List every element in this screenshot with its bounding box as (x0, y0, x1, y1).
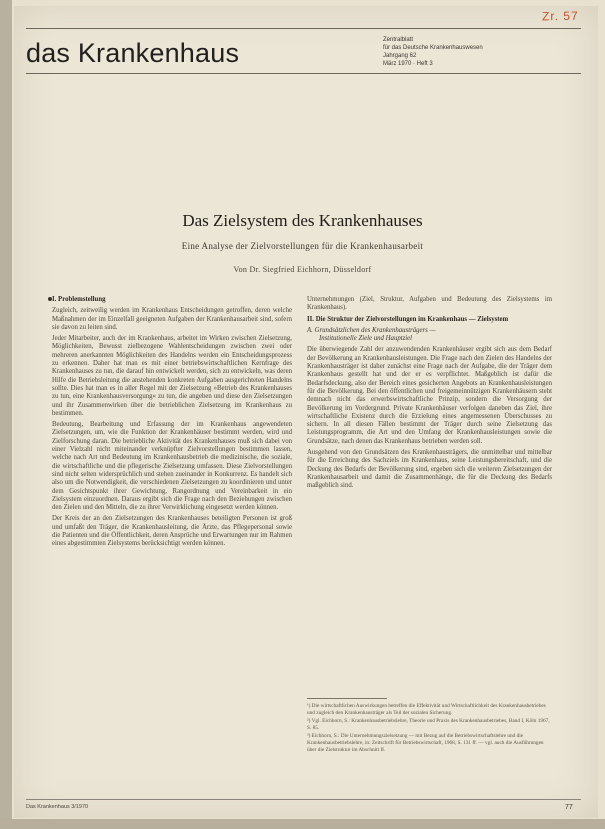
left-column (52, 296, 292, 552)
paragraph: Unternehmungen (Ziel, Struktur, Aufgaben und Bedeutung des Zielsystems im Krankenhaus). (307, 296, 552, 312)
footer-citation: Das Krankenhaus 3/1970 (26, 804, 89, 810)
subsection-heading: A. Grundsätzlichen des Krankenhausträgers — (307, 326, 436, 334)
journal-info (383, 36, 483, 68)
footnote-rule (307, 698, 387, 699)
paragraph: Bedeutung, Bearbeitung und Erfassung der im Krankenhaus angewendeten Zielsetzungen, um, wie die Funktion der Krankenhäuser bestimmt werden, wird und Zielforschung daran. Die betriebliche Aktivität des Krankenhauses muß sich dabei von einer Vielzahl nicht miteinander verknüpfter Zielvorstellungen bestimmen lassen, welche nach Art und Bedeutung im Krankenhausbetrieb die medizinische, die soziale, die wirtschaftliche und die pflegerische Zielsetzung umfassen. Diese Zielvorstellungen sind nicht selten widersprüchlich und stehen zueinander in Konkurrenz. Es handelt sich also um die Notwendigkeit, die verschiedenen Zielsetzungen zu koordinieren und unter dem Gesichtspunkt ihrer Gewichtung, Rangordnung und Vereinbarkeit in ein Zielsystem einzuordnen. Daraus ergibt sich die Frage nach den Beziehungen zwischen den Zielen und den Mitteln, die zu ihrer Verwirklichung eingesetzt werden können. (52, 421, 292, 512)
paragraph: Zugleich, zeitweilig werden im Krankenhaus Entscheidungen getroffen, deren welche Maßnahmen der im Einzelfall geeigneten Aufgaben der Krankenhausarbeit sind, sofern sie davon zu leiten sind. (52, 307, 292, 331)
paragraph: Jeder Mitarbeiter, auch der im Krankenhaus, arbeitet im Wirken zwischen Zielsetzung, Möglichkeiten, Bewusst zielbezogene Wahlentscheidungen zwischen zwei oder mehreren anerkannten Möglichkeiten des Handelns werden ein Entscheidungsprozess zu erkennen. Daher hat man es mit einer betriebswirtschaftlichen Kernfrage des Krankenhauses zu tun, die darauf hin entwickelt werden, sich zu entwickeln, was deren Hilfe die Betriebsleitung die anstehenden konkreten Aufgaben ausgerichteten Handelns sollte. Dies hat man es in aller Regel mit der Zielsetzung »Betrieb des Krankenhauses zu tun, eine Krankenhausversorgung« zu tun, die angeben und diese den Zielsetzungen und ihr Zusammenwirken über die betrieblichen Zielsetzung im Krankenhaus zu bestimmen. (52, 335, 292, 417)
paragraph: Die überwiegende Zahl der anzuwendenden Krankenhäuser ergibt sich aus dem Bedarf der Bevölkerung an Krankenhausleistungen. Die Frage nach den Zielen des Handelns der Krankenhausträger ist daher zunächst eine Frage nach der Aufgabe, die der Träger dem Krankenhaus gestellt hat und der er es verpflichtet. Maßgeblich ist dafür die Bedarfsdeckung, also der Bereich eines gesicherten Angebots an Krankenhausleistungen für die Bevölkerung. Bei den öffentlichen und freigemeinnützigen Krankenhäusern steht demnach nicht das erwerbswirtschaftliche Prinzip, sondern die Versorgung der Bevölkerung im Vordergrund. Private Krankenhäuser verfolgen daneben das Ziel, ihre wirtschaftliche Existenz durch die Erzielung eines angemessenen Überschusses zu sichern. In all diesen Fällen bestimmt der Träger durch seine Zielsetzung das Leistungsprogramm, die Art und den Umfang der Krankenhausleistungen sowie die Grundsätze, nach denen das Krankenhaus betrieben werden soll. (307, 346, 552, 445)
footnote: ²) Vgl. Eichhorn, S.: Krankenhausbetriebslehre, Theorie und Praxis des Krankenhausbetriebes, Band I, Köln 1967, S. 85. (307, 718, 550, 731)
journal-info-line: Zentralblatt (383, 37, 414, 43)
journal-masthead: das Krankenhaus (26, 38, 240, 68)
section-heading: I. Problemstellung (52, 296, 106, 303)
section-heading: II. Die Struktur der Zielvorstellungen im Krankenhaus — Zielsystem (307, 315, 509, 323)
right-column (307, 296, 552, 494)
footnotes (307, 703, 552, 755)
paragraph: Ausgehend von den Grundsätzen des Krankenhausträgers, die unmittelbar und mittelbar für die Erreichung des Sachziels im Krankenhaus, seine Leistungsbereitschaft, und die Deckung des Bedarfs der Bevölkerung sind, ergeben sich die weiteren Zielsetzungen der Krankenhausarbeit und damit die Zusammenhänge, die für die Deckung des Bedarfs maßgeblich sind. (307, 449, 552, 490)
article-subtitle: Eine Analyse der Zielvorstellungen für die Krankenhausarbeit (181, 241, 424, 251)
journal-info-line: März 1970 · Heft 3 (383, 61, 433, 67)
scan-edge-left (0, 0, 12, 829)
footnote: ¹) Die wirtschaftlichen Auswirkungen betreffen die Effektivität und Wirtschaftlichkeit des Krankenhausbetriebes und zugleich den Krankenhausträger als Teil der sozialen Sicherung. (307, 703, 546, 716)
subsection-heading: Institutionelle Ziele und Hauptziel (319, 335, 413, 343)
scan-edge-bottom (0, 819, 605, 829)
bottom-rule (26, 799, 581, 800)
journal-info-line: für das Deutsche Krankenhauswesen (383, 45, 483, 51)
footnote: ³) Eichhorn, S.: Die Unternehmungszielsetzung — mit Bezug auf die Betriebswirtschaftslehre und die Krankenhausbetriebslehre, in: Zeitschrift für Betriebswirtschaft, 1968, S. 131 ff. — vgl. auch die Ausführungen über die Zielstruktur im Abschnitt II. (307, 733, 544, 753)
masthead-rule (26, 73, 581, 74)
article-author: Von Dr. Siegfried Eichhorn, Düsseldorf (233, 265, 372, 274)
paragraph: Der Kreis der an den Zielsetzungen des Krankenhauses beteiligten Personen ist groß und umfaßt den Träger, die Krankenhausleitung, die Ärzte, das Pflegepersonal sowie die Patienten und die Öffentlichkeit, deren Ansprüche und Erwartungen nur im Rahmen eines abgestimmten Zielsystems berücksichtigt werden können. (52, 515, 292, 548)
top-rule (26, 28, 581, 29)
journal-info-line: Jahrgang 62 (383, 53, 417, 59)
page-number: 77 (565, 804, 573, 811)
archive-stamp: Zr. 57 (541, 8, 579, 24)
article-title: Das Zielsystem des Krankenhauses (182, 211, 423, 230)
